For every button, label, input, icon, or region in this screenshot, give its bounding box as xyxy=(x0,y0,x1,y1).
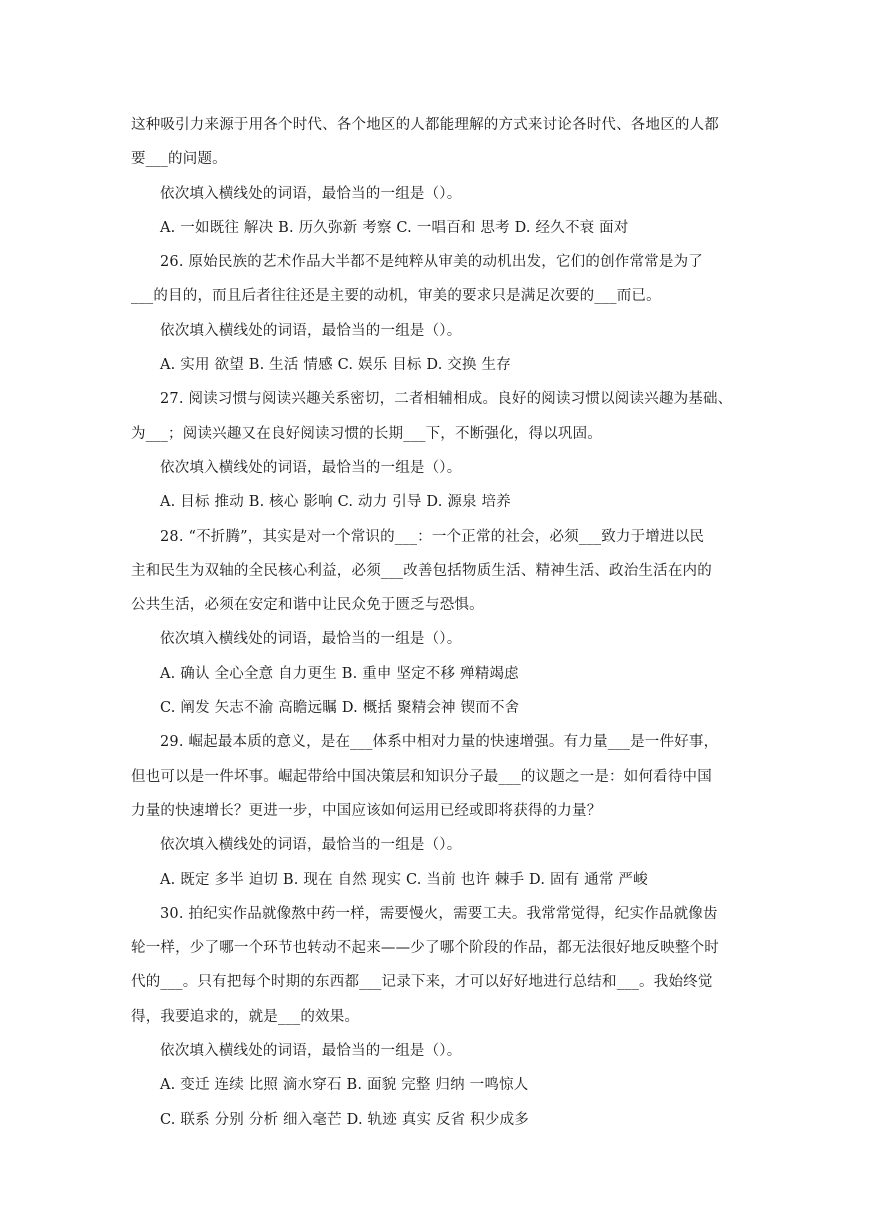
text-line: 这种吸引力来源于用各个时代、各个地区的人都能理解的方式来讨论各时代、各地区的人都 xyxy=(131,117,719,133)
text-line: 29. 崛起最本质的意义，是在___体系中相对力量的快速增强。有力量___是一件好事， xyxy=(160,734,719,751)
text-line: 轮一样，少了哪一个环节也转动不起来——少了哪个阶段的作品，都无法很好地反映整个时 xyxy=(131,940,719,957)
text-line: A. 一如既往 解决 B. 历久弥新 考察 C. 一唱百和 思考 D. 经久不衰 面对 xyxy=(160,219,629,236)
text-line: 主和民生为双轴的全民核心利益，必须___改善包括物质生活、精神生活、政治生活在内的 xyxy=(131,562,712,579)
text-line: 28. “不折腾”，其实是对一个常识的___：一个正常的社会，必须___致力于增进以民 xyxy=(160,528,705,545)
text-line: ___的目的，而且后者往往还是主要的动机，审美的要求只是满足次要的___而已。 xyxy=(131,288,661,305)
text-line: A. 目标 推动 B. 核心 影响 C. 动力 引导 D. 源泉 培养 xyxy=(160,494,511,511)
text-line: 依次填入横线处的词语，最恰当的一组是（）。 xyxy=(160,185,462,202)
text-line: 依次填入横线处的词语，最恰当的一组是（）。 xyxy=(160,322,462,339)
text-line: 依次填入横线处的词语，最恰当的一组是（）。 xyxy=(160,1043,462,1060)
text-line: 公共生活，必须在安定和谐中让民众免于匮乏与恐惧。 xyxy=(131,597,484,614)
document-body xyxy=(131,108,743,1137)
text-line: 依次填入横线处的词语，最恰当的一组是（）。 xyxy=(160,837,462,854)
text-line: 依次填入横线处的词语，最恰当的一组是（）。 xyxy=(160,459,462,476)
text-line: 得，我要追求的，就是___的效果。 xyxy=(131,1008,360,1025)
text-line: A. 既定 多半 迫切 B. 现在 自然 现实 C. 当前 也许 棘手 D. 固有 通常 严峻 xyxy=(160,871,648,888)
text-line: 但也可以是一件坏事。崛起带给中国决策层和知识分子最___的议题之一是：如何看待中国 xyxy=(131,768,712,785)
text-line: 代的___。只有把每个时期的东西都___记录下来，才可以好好地进行总结和___。我始终觉 xyxy=(131,974,713,991)
text-line: 26. 原始民族的艺术作品大半都不是纯粹从审美的动机出发，它们的创作常常是为了 xyxy=(160,254,703,271)
text-line: 要___的问题。 xyxy=(131,151,227,168)
text-line: A. 实用 欲望 B. 生活 情感 C. 娱乐 目标 D. 交换 生存 xyxy=(160,357,511,374)
text-line: C. 阐发 矢志不渝 高瞻远瞩 D. 概括 聚精会神 锲而不舍 xyxy=(160,700,520,717)
text-line: C. 联系 分别 分析 细入毫芒 D. 轨迹 真实 反省 积少成多 xyxy=(160,1111,529,1128)
text-line: 依次填入横线处的词语，最恰当的一组是（）。 xyxy=(160,631,462,648)
text-line: 力量的快速增长？更进一步，中国应该如何运用已经或即将获得的力量？ xyxy=(131,802,602,819)
text-line: 30. 拍纪实作品就像熬中药一样，需要慢火，需要工夫。我常常觉得，纪实作品就像齿 xyxy=(160,905,718,922)
text-line: A. 确认 全心全意 自力更生 B. 重申 坚定不移 殚精竭虑 xyxy=(160,665,519,682)
text-line: 27. 阅读习惯与阅读兴趣关系密切，二者相辅相成。良好的阅读习惯以阅读兴趣为基础、 xyxy=(160,391,733,408)
text-line: 为___；阅读兴趣又在良好阅读习惯的长期___下，不断强化，得以巩固。 xyxy=(131,425,602,442)
text-line: A. 变迁 连续 比照 滴水穿石 B. 面貌 完整 归纳 一鸣惊人 xyxy=(160,1077,529,1094)
